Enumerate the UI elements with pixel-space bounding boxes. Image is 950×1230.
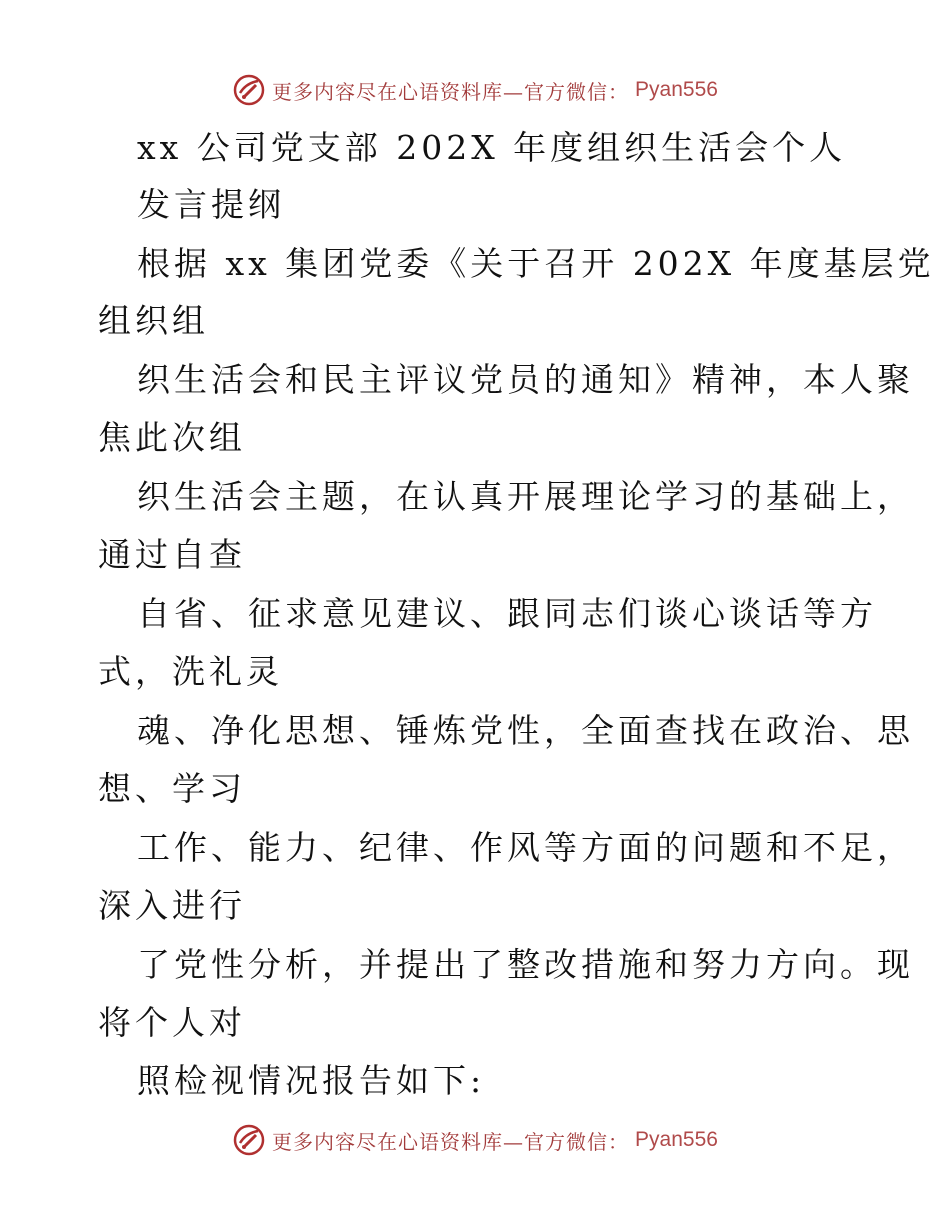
- watermark-id: Pyan556: [635, 1128, 718, 1151]
- watermark-text: 更多内容尽在心语资料库—官方微信：: [272, 1129, 630, 1154]
- text-line: 照检视情况报告如下:: [137, 1061, 486, 1100]
- watermark-footer: [0, 1120, 950, 1160]
- watermark-id: Pyan556: [635, 78, 718, 101]
- text-line: 焦此次组: [98, 418, 246, 457]
- text-line: 想、学习: [98, 769, 246, 808]
- title-line-2: 发言提纲: [137, 185, 285, 224]
- watermark-text: 更多内容尽在心语资料库—官方微信：: [272, 79, 630, 104]
- text-line: 魂、净化思想、锤炼党性，全面查找在政治、思: [137, 711, 914, 750]
- text-line: 组织组: [98, 301, 209, 340]
- text-line: 自省、征求意见建议、跟同志们谈心谈话等方: [137, 594, 877, 633]
- text-line: 工作、能力、纪律、作风等方面的问题和不足，: [137, 828, 914, 867]
- text-line: 式，洗礼灵: [98, 652, 283, 691]
- text-line: 了党性分析，并提出了整改措施和努力方向。现: [137, 945, 914, 984]
- text-line: 通过自查: [98, 535, 246, 574]
- title-line-1: xx 公司党支部 202X 年度组织生活会个人: [137, 128, 847, 167]
- text-line: 织生活会和民主评议党员的通知》精神，本人聚: [137, 360, 914, 399]
- text-line: 根据 xx 集团党委《关于召开 202X 年度基层党: [137, 244, 935, 283]
- text-line: 织生活会主题，在认真开展理论学习的基础上，: [137, 477, 914, 516]
- text-line: 将个人对: [98, 1003, 246, 1042]
- pen-logo-icon: [232, 1123, 266, 1157]
- text-line: 深入进行: [98, 886, 246, 925]
